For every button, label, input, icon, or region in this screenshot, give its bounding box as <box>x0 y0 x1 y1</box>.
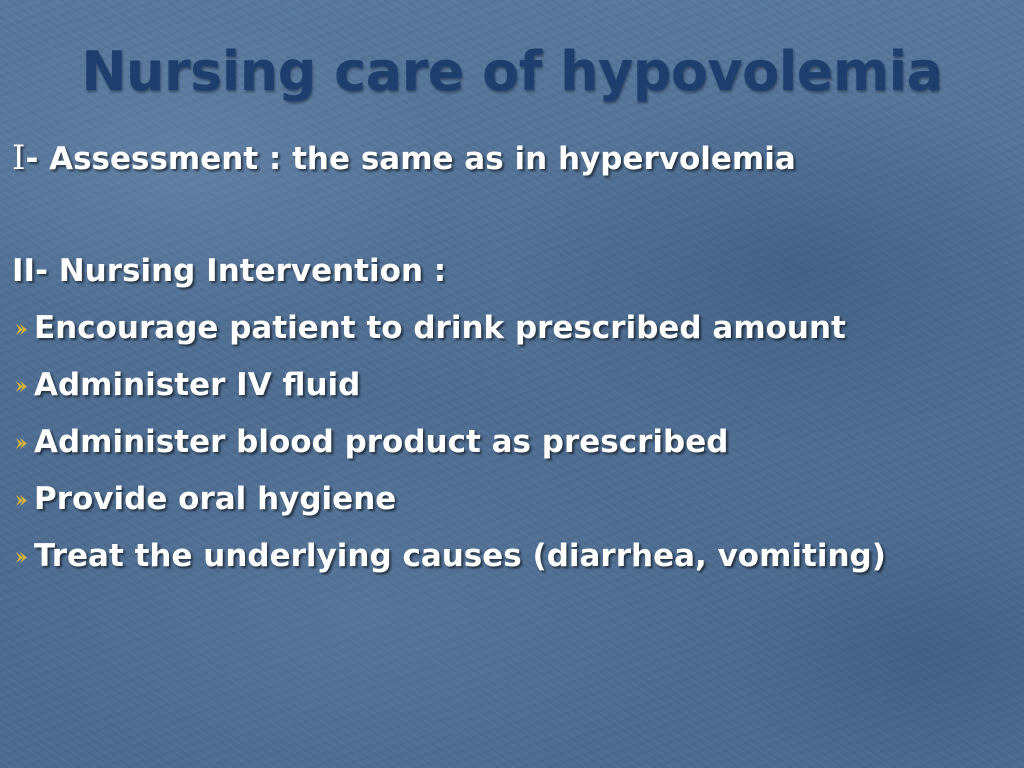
arrow-bullet-icon <box>12 300 34 357</box>
list-item-text: Provide oral hygiene <box>34 481 397 517</box>
list-item <box>12 300 1012 357</box>
list-item-text: Treat the underlying causes (diarrhea, vomiting) <box>34 538 886 574</box>
list-item-text: Administer IV fluid <box>34 367 361 403</box>
list-item <box>12 414 1012 471</box>
arrow-bullet-icon <box>12 528 34 585</box>
list-item-text: Administer blood product as prescribed <box>34 424 729 460</box>
list-item-text: Encourage patient to drink prescribed amount <box>34 310 846 346</box>
assessment-text: - Assessment : the same as in hypervolemia <box>25 141 796 177</box>
slide-title: Nursing care of hypovolemia <box>81 40 943 103</box>
arrow-bullet-icon <box>12 414 34 471</box>
intervention-list <box>12 300 1012 585</box>
assessment-numeral: I <box>12 138 26 178</box>
arrow-bullet-icon <box>12 357 34 414</box>
spacer <box>12 188 1012 243</box>
list-item <box>12 471 1012 528</box>
slide-body <box>12 128 1012 585</box>
list-item <box>12 528 1012 585</box>
arrow-bullet-icon <box>12 471 34 528</box>
list-item <box>12 357 1012 414</box>
intervention-heading: II- Nursing Intervention : <box>12 253 447 289</box>
assessment-line <box>12 128 1012 188</box>
